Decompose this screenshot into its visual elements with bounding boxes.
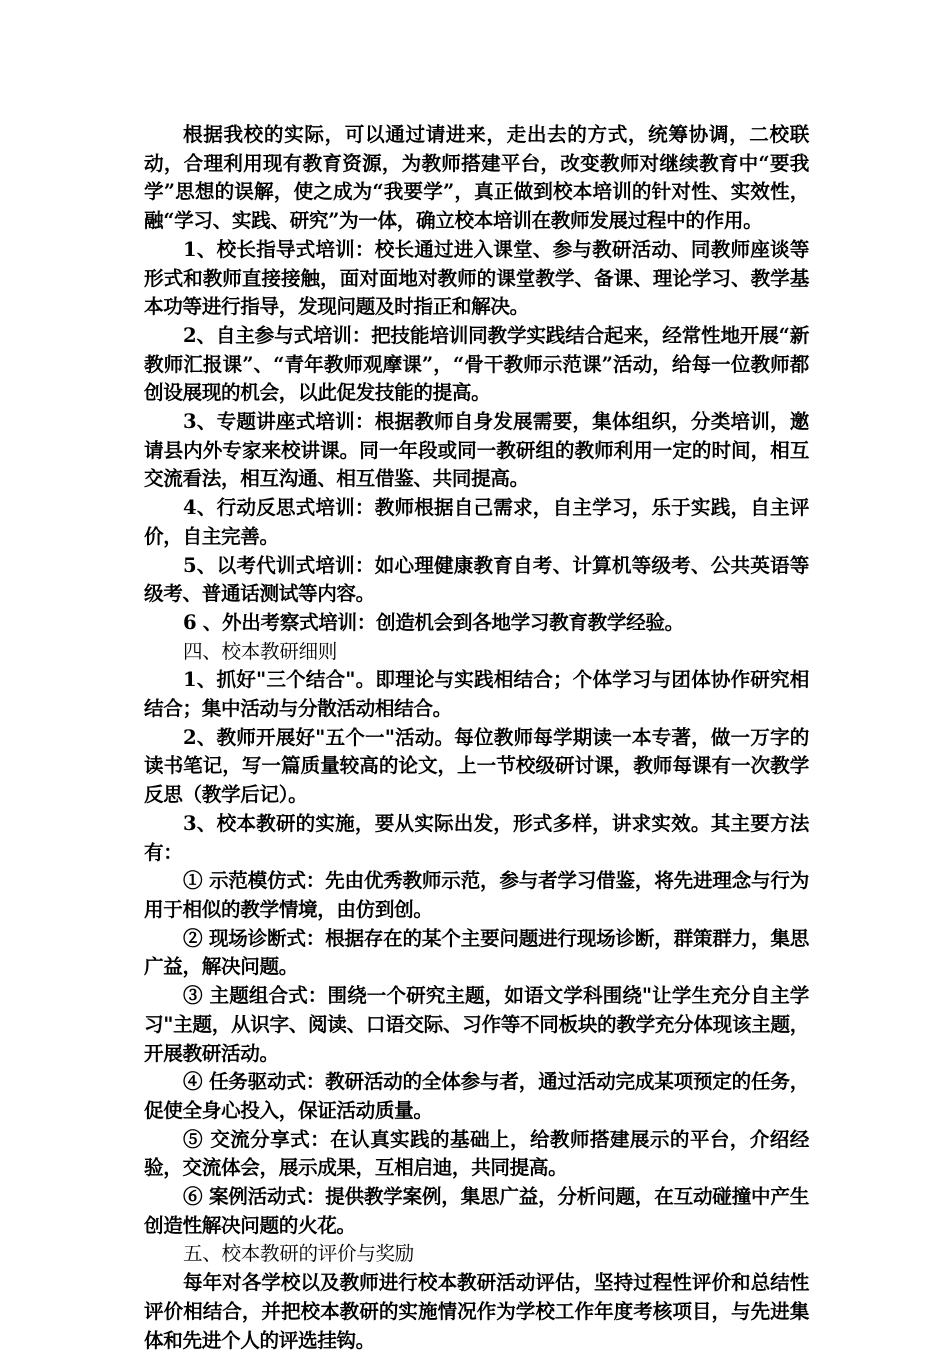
training-item-6: 6 、外出考察式培训：创造机会到各地学习教育教学经验。 bbox=[183, 610, 684, 634]
rule-item-2: 2、教师开展好"五个一"活动。每位教师每学期读一本专著，做一万字的读书笔记，写一篇质量较高的论文，上一节校级研讨课，教师每课有一次教学反思（教学后记）。 bbox=[144, 725, 809, 807]
method-item-3: ③ 主题组合式：围绕一个研究主题，如语文学科围绕"让学生充分自主学习"主题，从识字、阅读、口语交际、习作等不同板块的教学充分体现该主题，开展教研活动。 bbox=[144, 984, 809, 1065]
training-item-5: 5、以考代训式培训：如心理健康教育自考、计算机等级考、公共英语等级考、普通话测试等内容。 bbox=[144, 553, 809, 606]
training-item-3: 3、专题讲座式培训：根据教师自身发展需要，集体组织，分类培训，邀请县内外专家来校讲课。同一年段或同一教研组的教师利用一定的时间，相互交流看法，相互沟通、相互借鉴、共同提高。 bbox=[144, 410, 809, 491]
training-item-1: 1、校长指导式培训：校长通过进入课堂、参与教研活动、同教师座谈等形式和教师直接接触，面对面地对教师的课堂教学、备课、理论学习、教学基本功等进行指导，发现问题及时指正和解决。 bbox=[144, 237, 809, 319]
section-heading-5: 五、校本教研的评价与奖励 bbox=[183, 1242, 414, 1266]
training-item-4: 4、行动反思式培训：教师根据自己需求，自主学习，乐于实践，自主评价，自主完善。 bbox=[144, 496, 809, 548]
rule-item-3: 3、校本教研的实施，要从实际出发，形式多样，讲求实效。其主要方法有： bbox=[144, 811, 809, 864]
method-item-5: ⑤ 交流分享式：在认真实践的基础上，给教师搭建展示的平台，介绍经验，交流体会，展示成果，互相启迪，共同提高。 bbox=[144, 1127, 809, 1180]
method-item-2: ② 现场诊断式：根据存在的某个主要问题进行现场诊断，群策群力，集思广益，解决问题。 bbox=[144, 926, 809, 979]
intro-paragraph: 根据我校的实际，可以通过请进来，走出去的方式，统筹协调，二校联动，合理利用现有教育资源，为教师搭建平台，改变教师对继续教育中“要我学”思想的误解，使之成为“我要学”，真正做到校本培训的针对性、实效性，融“学习、实践、研究”为一体，确立校本培训在教师发展过程中的作用。 bbox=[144, 123, 809, 233]
method-item-6: ⑥ 案例活动式：提供教学案例，集思广益，分析问题，在互动碰撞中产生创造性解决问题的火花。 bbox=[144, 1185, 809, 1237]
evaluation-paragraph: 每年对各学校以及教师进行校本教研活动评估，坚持过程性评价和总结性评价相结合，并把校本教研的实施情况作为学校工作年度考核项目，与先进集体和先进个人的评选挂钩。 bbox=[144, 1271, 809, 1352]
section-heading-4: 四、校本教研细则 bbox=[183, 639, 337, 663]
training-item-2: 2、自主参与式培训：把技能培训同教学实践结合起来，经常性地开展“新教师汇报课”、“青年教师观摩课”，“骨干教师示范课”活动，给每一位教师都创设展现的机会，以此促发技能的提高。 bbox=[144, 323, 809, 405]
document-page bbox=[144, 121, 809, 1355]
method-item-1: ① 示范模仿式：先由优秀教师示范，参与者学习借鉴，将先进理念与行为用于相似的教学情境，由仿到创。 bbox=[144, 869, 809, 921]
rule-item-1: 1、抓好"三个结合"。即理论与实践相结合；个体学习与团体协作研究相结合；集中活动与分散活动相结合。 bbox=[144, 668, 809, 721]
method-item-4: ④ 任务驱动式：教研活动的全体参与者，通过活动完成某项预定的任务，促使全身心投入，保证活动质量。 bbox=[144, 1070, 809, 1122]
